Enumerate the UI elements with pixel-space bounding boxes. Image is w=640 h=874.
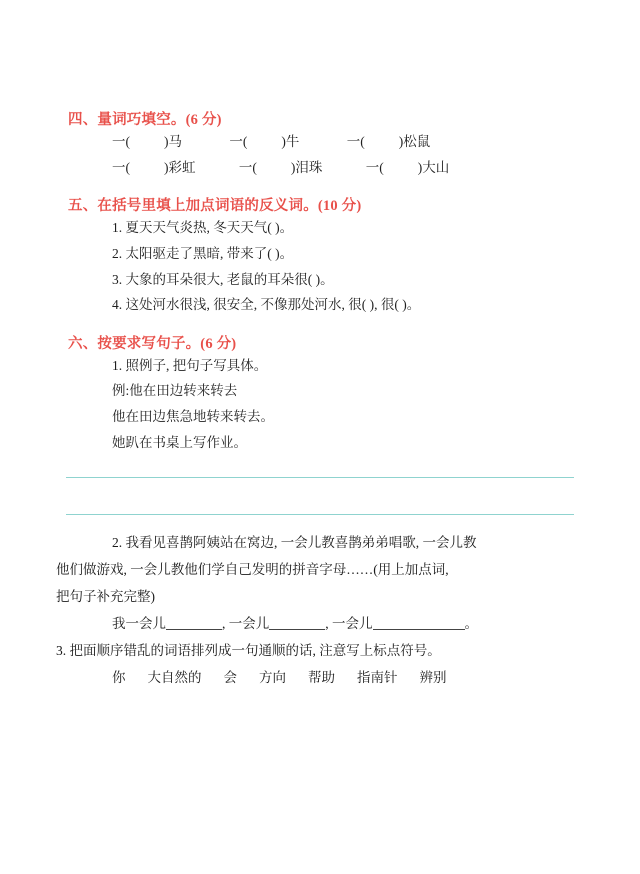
section-five-item-4[interactable]: 4. 这处河水很浅, 很安全, 不像那处河水, 很( ), 很( )。 (112, 297, 421, 313)
quantifier-item (229, 129, 299, 155)
section-six-q2-line-1: 2. 我看见喜鹊阿姨站在窝边, 一会儿教喜鹊弟弟唱歌, 一会儿教 (112, 535, 477, 551)
section-six-q1-example-expanded: 他在田边焦急地转来转去。 (112, 409, 274, 425)
section-six-q2-line-3: 把句子补充完整) (56, 589, 155, 605)
quantifier-prefix: 一( (112, 159, 130, 175)
section-five (56, 194, 584, 318)
answer-mid-text-2: , 一会儿 (325, 616, 373, 632)
quantifier-item (112, 155, 196, 181)
quantifier-item (239, 155, 323, 181)
quantifier-item (112, 129, 182, 155)
quantifier-prefix: 一( (238, 159, 257, 175)
quantifier-prefix: 一( (112, 134, 130, 149)
quantifier-item (347, 129, 431, 155)
section-six-q3-words (56, 664, 584, 691)
quantifier-suffix: )松鼠 (398, 134, 431, 149)
quantifier-suffix: )泪珠 (290, 159, 323, 175)
answer-prefix-text: 我一会儿 (112, 616, 166, 632)
quantifier-suffix: )牛 (281, 134, 300, 149)
scrambled-word[interactable]: 你 (112, 670, 126, 686)
answer-rule-2[interactable] (66, 514, 574, 515)
section-four (56, 108, 584, 180)
answer-rule-1[interactable] (66, 477, 574, 478)
answer-blank-2[interactable] (269, 616, 325, 631)
section-four-row-2 (56, 155, 584, 181)
section-six-q2-answer-line[interactable] (56, 610, 584, 637)
scrambled-word[interactable]: 指南针 (357, 670, 398, 686)
section-four-row-1 (56, 129, 584, 155)
answer-mid-text-1: , 一会儿 (222, 616, 270, 632)
scrambled-word[interactable]: 大自然的 (147, 670, 202, 686)
quantifier-prefix: 一( (365, 159, 384, 175)
scrambled-word[interactable]: 辨别 (419, 670, 447, 686)
scrambled-word[interactable]: 帮助 (308, 670, 335, 686)
section-six-q1-task: 她趴在书桌上写作业。 (112, 434, 247, 450)
answer-blank-1[interactable] (166, 616, 222, 631)
section-six-q3-prompt: 3. 把面顺序错乱的词语排列成一句通顺的话, 注意写上标点符号。 (56, 643, 441, 659)
quantifier-suffix: )彩虹 (164, 159, 196, 175)
section-six-q1-prompt: 1. 照例子, 把句子写具体。 (112, 357, 268, 373)
answer-end-text: 。 (464, 616, 478, 632)
section-five-item-1[interactable]: 1. 夏天天气炎热, 冬天天气( )。 (112, 220, 294, 236)
scrambled-word[interactable]: 会 (223, 670, 237, 686)
section-five-item-2[interactable]: 2. 太阳驱走了黑暗, 带来了( )。 (112, 245, 294, 261)
quantifier-suffix: )大山 (417, 159, 450, 175)
section-six-heading: 六、按要求写句子。(6 分) (68, 335, 237, 352)
quantifier-suffix: )马 (164, 134, 182, 149)
section-six (56, 332, 584, 692)
section-six-q2-line-2: 他们做游戏, 一会儿教他们学自己发明的拼音字母……(用上加点词, (56, 562, 449, 578)
section-five-heading: 五、在括号里填上加点词语的反义词。(10 分) (68, 198, 362, 215)
quantifier-item (366, 155, 450, 181)
section-four-heading: 四、量词巧填空。(6 分) (68, 112, 222, 128)
answer-blank-3[interactable] (373, 616, 465, 631)
scrambled-word[interactable]: 方向 (259, 670, 286, 686)
quantifier-prefix: 一( (229, 134, 248, 149)
section-five-item-3[interactable]: 3. 大象的耳朵很大, 老鼠的耳朵很( )。 (112, 271, 334, 287)
quantifier-prefix: 一( (346, 134, 365, 149)
section-six-q1-example-label: 例:他在田边转来转去 (112, 383, 238, 399)
